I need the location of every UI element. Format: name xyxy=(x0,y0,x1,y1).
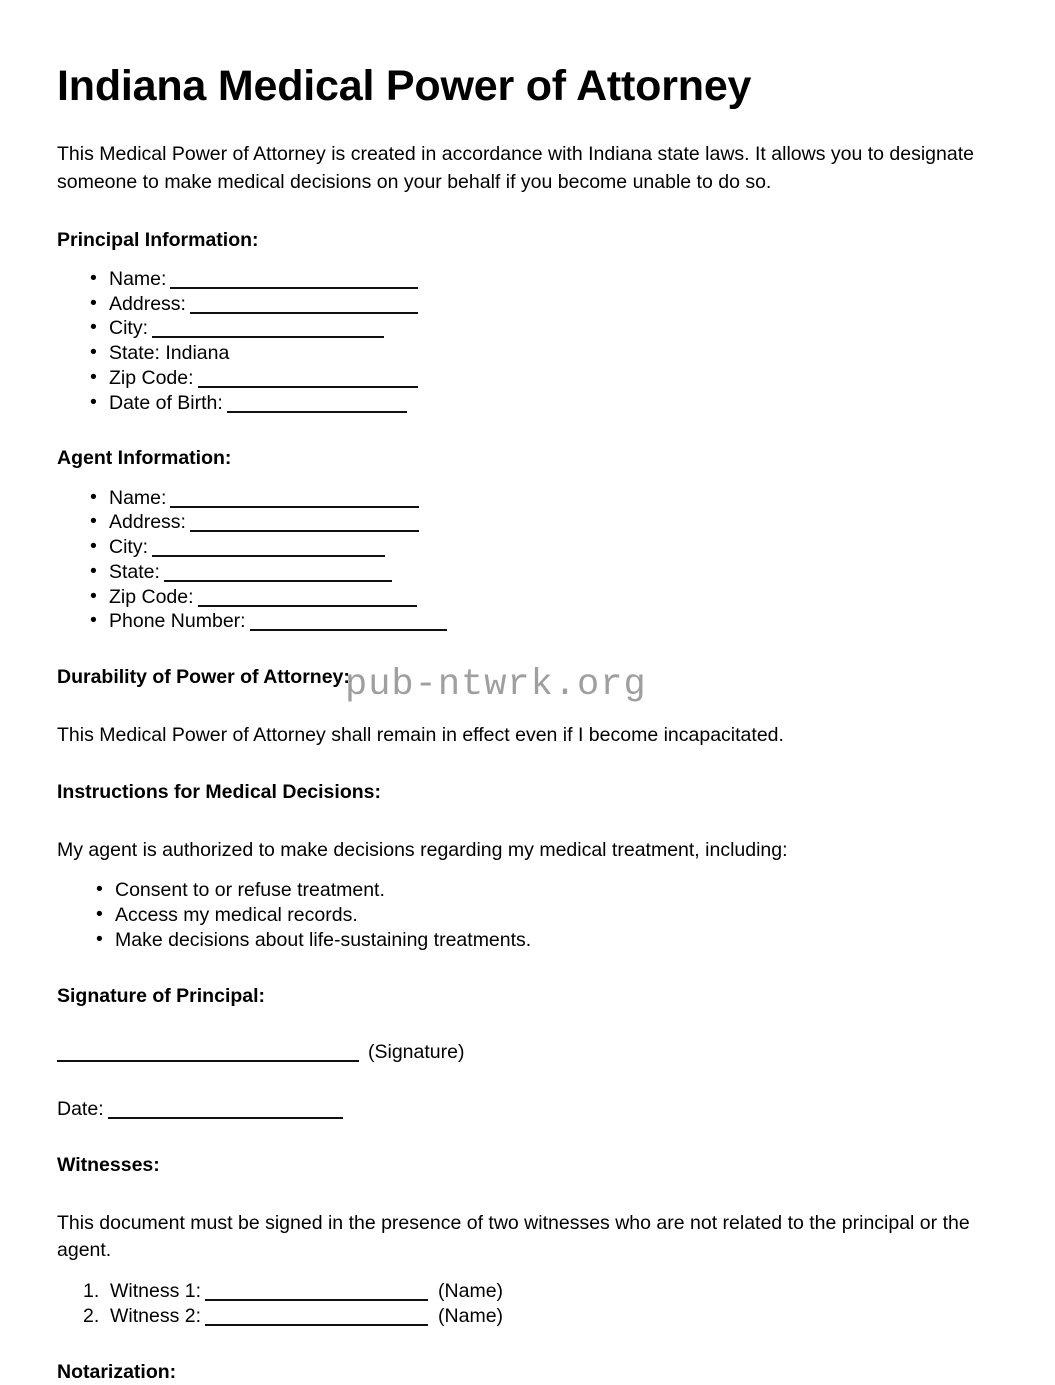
principal-field-label: State: xyxy=(109,342,160,365)
date-blank[interactable] xyxy=(108,1117,343,1119)
principal-field-label: Date of Birth: xyxy=(109,391,223,414)
instructions-body: My agent is authorized to make decisions regarding my medical treatment, including: xyxy=(57,838,788,861)
principal-field-label: Address: xyxy=(109,292,186,315)
intro-paragraph: This Medical Power of Attorney is created in accordance with Indiana state laws. It allows you to designate someone to make medical decisions on your behalf if you become unable to do so. xyxy=(57,143,974,193)
agent-field-blank[interactable] xyxy=(198,605,417,607)
agent-field-label: Phone Number: xyxy=(109,610,246,633)
list-item xyxy=(83,1304,998,1329)
witness-name-blank[interactable] xyxy=(205,1324,428,1326)
agent-field-label: Address: xyxy=(109,511,186,534)
witness-name-blank[interactable] xyxy=(205,1299,428,1301)
principal-field-blank[interactable] xyxy=(198,386,418,388)
principal-field-list xyxy=(57,267,998,416)
agent-field-list xyxy=(57,486,998,635)
list-item xyxy=(90,486,998,511)
witness-name-note: (Name) xyxy=(438,1304,504,1327)
principal-field-value: Indiana xyxy=(159,342,230,365)
agent-information-heading: Agent Information: xyxy=(57,447,232,470)
witnesses-body: This document must be signed in the presence of two witnesses who are not related to the principal or the agent. xyxy=(57,1211,970,1262)
date-line-row xyxy=(57,1097,998,1122)
witnesses-heading: Witnesses: xyxy=(57,1154,160,1177)
agent-field-label: Zip Code: xyxy=(109,585,194,608)
agent-field-blank[interactable] xyxy=(152,555,385,557)
watermark-text: pub-ntwrk.org xyxy=(345,664,647,706)
list-item xyxy=(90,366,998,391)
list-item xyxy=(90,585,998,610)
witness-label: Witness 1: xyxy=(110,1279,202,1302)
agent-field-blank[interactable] xyxy=(250,629,447,631)
list-item xyxy=(90,341,998,366)
signature-heading: Signature of Principal: xyxy=(57,985,266,1008)
agent-field-blank[interactable] xyxy=(170,506,419,508)
list-item xyxy=(83,1279,998,1304)
witnesses-list xyxy=(57,1279,998,1329)
durability-heading: Durability of Power of Attorney: xyxy=(57,666,350,689)
signature-blank[interactable] xyxy=(57,1060,359,1062)
date-label: Date: xyxy=(57,1097,104,1120)
list-item xyxy=(90,609,998,634)
principal-field-blank[interactable] xyxy=(190,312,418,314)
agent-field-blank[interactable] xyxy=(190,530,419,532)
agent-field-label: Name: xyxy=(109,486,167,509)
list-item xyxy=(90,535,998,560)
principal-field-blank[interactable] xyxy=(170,287,418,289)
notarization-heading: Notarization: xyxy=(57,1360,177,1383)
list-item: • Make decisions about life-sustaining treatments. xyxy=(96,928,998,953)
instructions-heading: Instructions for Medical Decisions: xyxy=(57,781,381,804)
principal-field-label: Zip Code: xyxy=(109,366,194,389)
list-item: • Access my medical records. xyxy=(96,903,998,928)
agent-field-label: City: xyxy=(109,536,148,559)
list-item xyxy=(90,292,998,317)
agent-field-label: State: xyxy=(109,560,160,583)
witness-name-note: (Name) xyxy=(438,1279,504,1302)
principal-field-blank[interactable] xyxy=(227,411,407,413)
list-item xyxy=(90,267,998,292)
page-title: Indiana Medical Power of Attorney xyxy=(57,62,752,110)
principal-information-heading: Principal Information: xyxy=(57,228,259,251)
instructions-list xyxy=(57,878,998,953)
list-item xyxy=(90,316,998,341)
principal-field-label: Name: xyxy=(109,267,167,290)
principal-field-label: City: xyxy=(109,317,148,340)
signature-line-row xyxy=(57,1040,998,1065)
signature-note: (Signature) xyxy=(368,1041,465,1064)
agent-field-blank[interactable] xyxy=(164,580,392,582)
durability-body: This Medical Power of Attorney shall remain in effect even if I become incapacitated. xyxy=(57,723,784,746)
list-item xyxy=(90,560,998,585)
principal-field-blank[interactable] xyxy=(152,336,384,338)
witness-label: Witness 2: xyxy=(110,1304,202,1327)
list-item xyxy=(90,510,998,535)
list-item: • Consent to or refuse treatment. xyxy=(96,878,998,903)
list-item xyxy=(90,391,998,416)
